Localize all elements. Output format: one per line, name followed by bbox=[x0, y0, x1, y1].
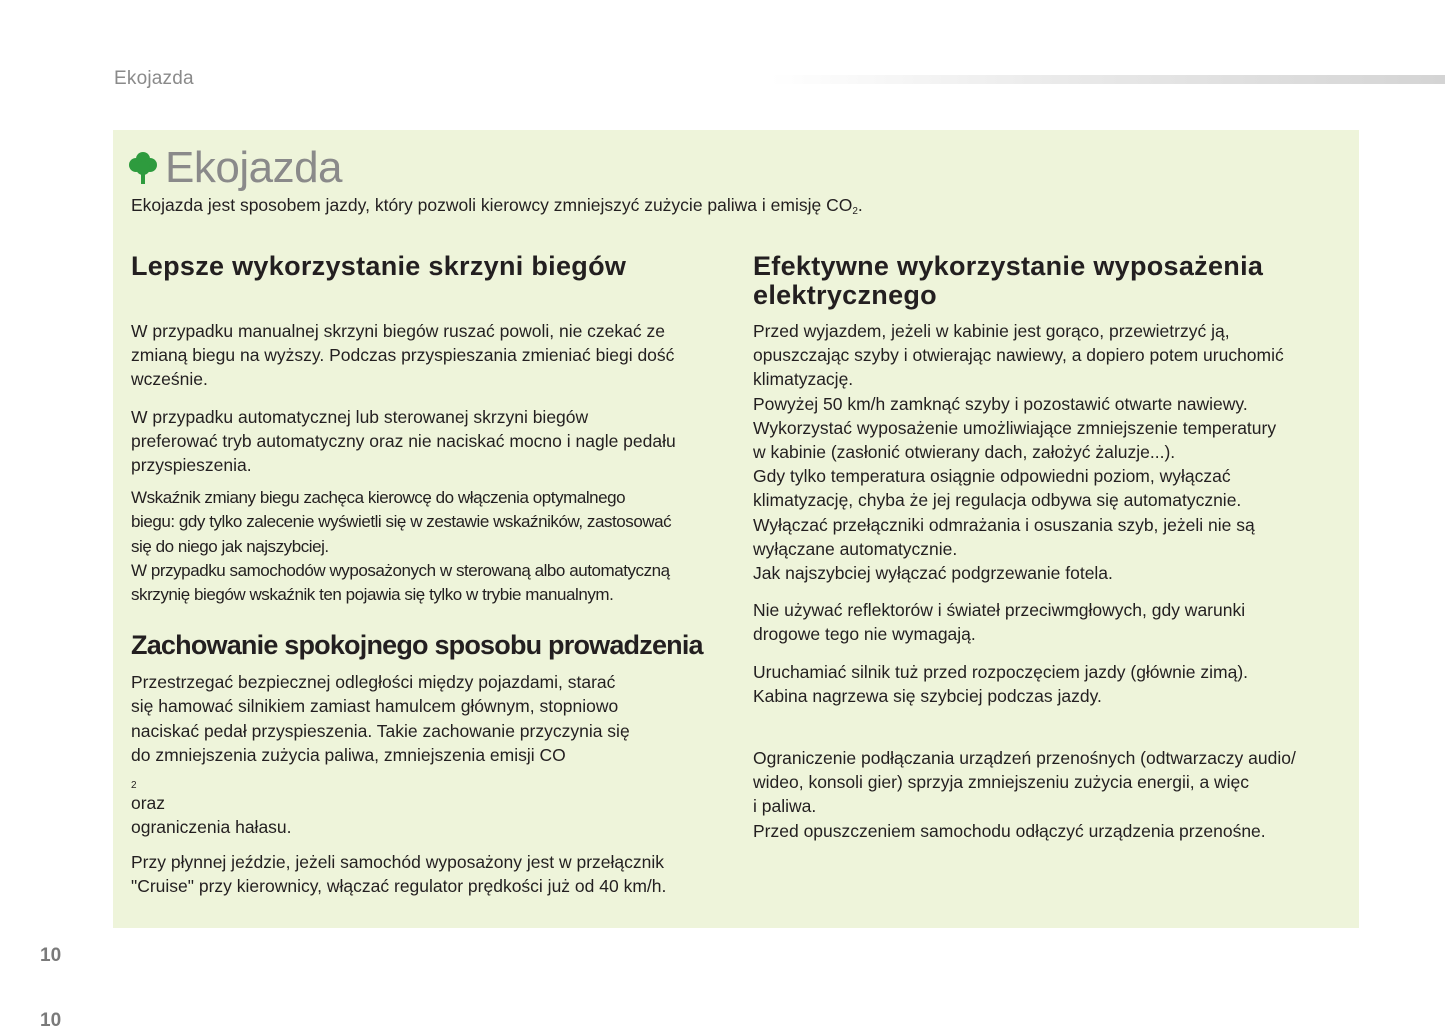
running-header: Ekojazda bbox=[114, 68, 194, 89]
header-rule bbox=[770, 75, 1445, 84]
right-column bbox=[753, 250, 1353, 843]
section-title-row bbox=[129, 143, 342, 193]
paragraph-automatic-gearbox: W przypadku automatycznej lub sterowanej skrzyni biegów preferować tryb automatyczny oraz nie naciskać mocno i nagle pedału przyspieszenia. bbox=[131, 406, 676, 476]
paragraph-lights: Nie używać reflektorów i świateł przeciwmgłowych, gdy warunki drogowe tego nie wymagają. bbox=[753, 600, 1246, 645]
paragraph-safe-distance: Przestrzegać bezpiecznej odległości między pojazdami, starać się hamować silnikiem zamiast hamulcem głównym, stopniowo naciskać pedał przyspieszenia. Takie zachowanie przyczynia się do zmniejszenia zużycia paliwa, zmniejszenia emisji CO $_2$ oraz ograniczenia hałasu. bbox=[131, 672, 630, 838]
paragraph-manual-gearbox: W przypadku manualnej skrzyni biegów ruszać powoli, nie czekać ze zmianą biegu na wyższy. Podczas przyspieszania zmieniać biegi dość wcześnie. bbox=[131, 321, 675, 390]
heading-electrical-equipment: Efektywne wykorzystanie wyposażenia elektrycznego bbox=[753, 251, 1264, 310]
paragraph-portable-devices: Ograniczenie podłączania urządzeń przenośnych (odtwarzaczy audio/ wideo, konsoli gier) sprzyja zmniejszeniu zużycia energii, a więc i paliwa. Przed opuszczeniem samochodu odłączyć urządzenia przenośne. bbox=[753, 748, 1296, 841]
left-column bbox=[131, 250, 731, 898]
paragraph-engine-start: Uruchamiać silnik tuż przed rozpoczęciem jazdy (głównie zimą). Kabina nagrzewa się szybciej podczas jazdy. bbox=[753, 661, 1249, 706]
paragraph-cruise-control: Przy płynnej jeździe, jeżeli samochód wyposażony jest w przełącznik "Cruise" przy kierownicy, włączać regulator prędkości już od 40 km/h. bbox=[131, 851, 667, 896]
paragraph-air-conditioning: Przed wyjazdem, jeżeli w kabinie jest gorąco, przewietrzyć ją, opuszczając szyby i otwierając nawiewy, a dopiero potem uruchomić klimatyzację. Powyżej 50 km/h zamknąć szyby i pozostawić otwarte nawiewy. Wykorzystać wyposażenie umożliwiające zmniejszenie temperatury w kabinie (zasłonić otwierany dach, założyć żaluzje...). Gdy tylko temperatura osiągnie odpowiedni poziom, wyłączać klimatyzację, chyba że jej regulacja odbywa się automatycznie. Wyłączać przełączniki odmrażania i osuszania szyb, jeżeli nie są wyłączane automatycznie. Jak najszybciej wyłączać podgrzewanie fotela. bbox=[753, 321, 1284, 584]
tree-icon bbox=[129, 151, 157, 185]
section-title: Ekojazda bbox=[165, 143, 343, 192]
paragraph-gear-indicator: Wskaźnik zmiany biegu zachęca kierowcę do włączenia optymalnego biegu: gdy tylko zalecenie wyświetli się w zestawie wskaźników, zastosować się do niego jak najszybciej. W przypadku samochodów wyposażonych w sterowaną albo automatyczną skrzynię biegów wskaźnik ten pojawia się tylko w trybie manualnym. bbox=[131, 488, 672, 605]
heading-calm-driving: Zachowanie spokojnego sposobu prowadzenia bbox=[131, 630, 703, 661]
page-number: 10 bbox=[40, 945, 62, 966]
next-page-number: 10 bbox=[40, 1010, 62, 1031]
intro-text: Ekojazda jest sposobem jazdy, który pozwoli kierowcy zmniejszyć zużycie paliwa i emisję $CO_2$. bbox=[131, 195, 863, 217]
heading-gearbox: Lepsze wykorzystanie skrzyni biegów bbox=[131, 251, 627, 281]
